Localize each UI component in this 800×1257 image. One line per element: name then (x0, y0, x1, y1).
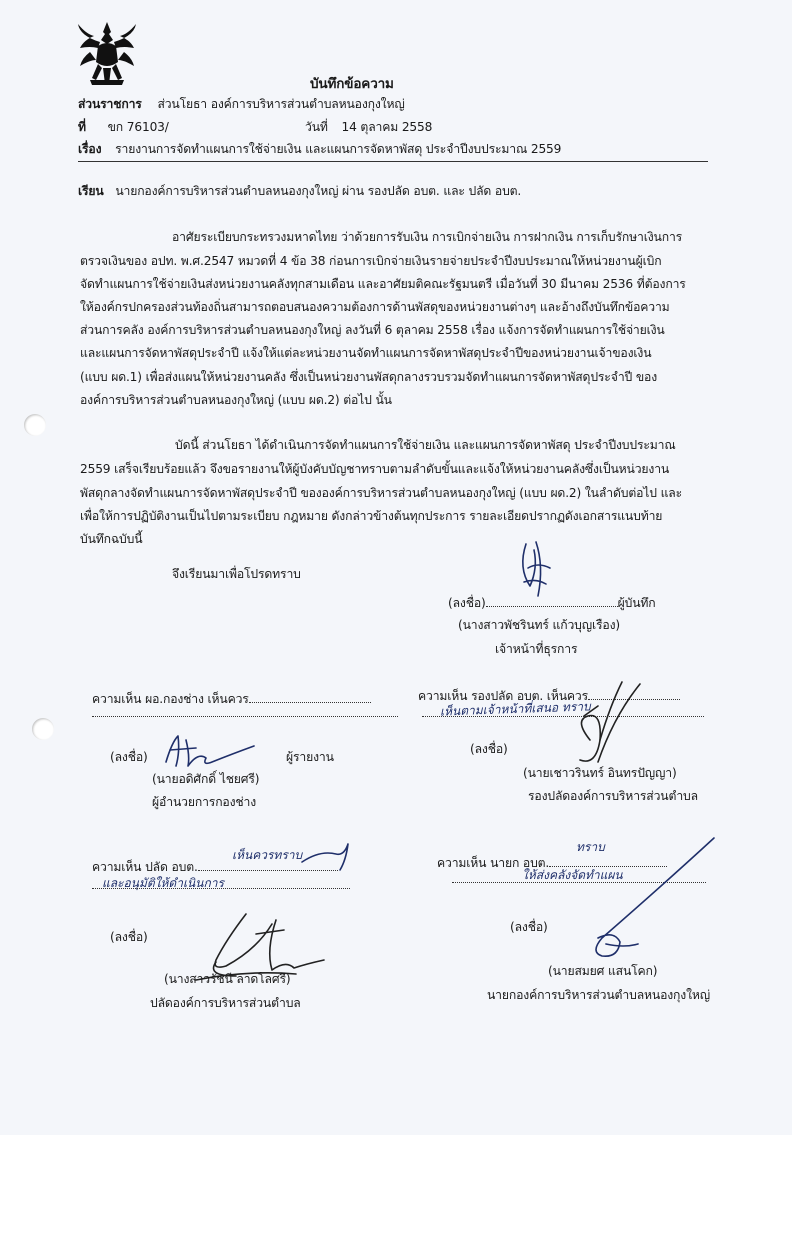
recorder-signature (508, 538, 558, 602)
para1-line-1: อาศัยระเบียบกระทรวงมหาดไทย ว่าด้วยการรับเงิน การเบิกจ่ายเงิน การฝากเงิน การเก็บรักษาเงินการ (172, 230, 683, 244)
subject-value: รายงานการจัดทำแผนการใช้จ่ายเงิน และแผนการจัดหาพัสดุ ประจำปีงบประมาณ 2559 (115, 142, 562, 156)
engineer-sign-label: (ลงชื่อ) (110, 750, 148, 764)
mayor-sign-label: (ลงชื่อ) (510, 920, 548, 934)
mayor-opinion-label: ความเห็น นายก อบต. (437, 856, 550, 870)
ref-value: ขก 76103/ (107, 120, 169, 134)
engineer-signature (162, 732, 258, 772)
para1-line-4: ให้องค์กรปกครองส่วนท้องถิ่นสามารถตอบสนองความต้องการด้านพัสดุของหน่วยงานต่างๆ และอ้างถึงบันทึกข้อความ (80, 300, 670, 314)
engineer-name: (นายอดิศักดิ์ ไชยศรี) (152, 772, 260, 786)
to-row (78, 182, 521, 201)
closing-text: จึงเรียนมาเพื่อโปรดทราบ (172, 567, 301, 581)
clerk-handwritten-note-1: เห็นควรทราบ (232, 848, 303, 862)
ref-label: ที่ (78, 120, 86, 134)
deputy-signature (570, 676, 650, 776)
subject-row (78, 140, 561, 159)
punch-hole-top (24, 414, 46, 436)
clerk-name: (นางสาวรัชนี ลาดโลศรี) (164, 972, 291, 986)
para1-line-3: จัดทำแผนการใช้จ่ายเงินส่งหน่วยงานคลังทุกสามเดือน และอาศัยมติคณะรัฐมนตรี เมื่อวันที่ 30 มีนาคม 2536 ที่ต้องการ (80, 277, 686, 291)
engineer-opinion-line (249, 702, 371, 703)
clerk-opinion-line-2 (92, 888, 350, 889)
para2-line-4: เพื่อให้การปฏิบัติงานเป็นไปตามระเบียบ กฎหมาย ดังกล่าวข้างต้นทุกประการ รายละเอียดปรากฏดังเอกสารแนบท้าย (80, 509, 663, 523)
date-row (305, 118, 432, 137)
deputy-opinion-line-2 (422, 716, 704, 717)
header-divider (78, 161, 708, 162)
engineer-opinion-line-2 (92, 716, 398, 717)
clerk-opinion-label: ความเห็น ปลัด อบต. (92, 860, 198, 874)
recorder-sign-row (448, 594, 656, 613)
para1-line-5: ส่วนการคลัง องค์การบริหารส่วนตำบลหนองกุงใหญ่ ลงวันที่ 6 ตุลาคม 2558 เรื่อง แจ้งการจัดทำแผนการใช้จ่ายเงิน (80, 323, 665, 337)
para2-line-5: บันทึกฉบับนี้ (80, 532, 143, 546)
memo-title: บันทึกข้อความ (310, 76, 394, 92)
mayor-handwritten-note-1: ทราบ (576, 840, 605, 854)
department-row (78, 95, 405, 114)
recorder-sign-line (486, 606, 618, 607)
para1-line-7: (แบบ ผด.1) เพื่อส่งแผนให้หน่วยงานคลัง ซึ่งเป็นหน่วยงานพัสดุกลางรวบรวมจัดทำแผนการจัดหาพัสดุประจำปี ของ (80, 370, 657, 384)
date-label: วันที่ (305, 120, 328, 134)
deputy-sign-label: (ลงชื่อ) (470, 742, 508, 756)
clerk-sign-label: (ลงชื่อ) (110, 930, 148, 944)
clerk-position: ปลัดองค์การบริหารส่วนตำบล (150, 996, 301, 1010)
para2-line-1: บัดนี้ ส่วนโยธา ได้ดำเนินการจัดทำแผนการใช้จ่ายเงิน และแผนการจัดหาพัสดุ ประจำปีงบประมาณ (175, 438, 676, 452)
clerk-note-flourish (300, 840, 356, 872)
recorder-position: เจ้าหน้าที่ธุรการ (495, 642, 578, 656)
date-value: 14 ตุลาคม 2558 (341, 120, 433, 134)
deputy-name: (นายเชาวรินทร์ อินทรปัญญา) (523, 766, 677, 780)
para1-line-8: องค์การบริหารส่วนตำบลหนองกุงใหญ่ (แบบ ผด.2) ต่อไป นั้น (80, 393, 392, 407)
mayor-name: (นายสมยศ แสนโคก) (548, 964, 658, 978)
ref-row (78, 118, 169, 137)
to-value: นายกองค์การบริหารส่วนตำบลหนองกุงใหญ่ ผ่าน รองปลัด อบต. และ ปลัด อบต. (115, 184, 522, 198)
garuda-emblem-icon (76, 18, 138, 88)
recorder-sign-label: (ลงชื่อ) (448, 596, 486, 610)
mayor-handwritten-note-2: ให้ส่งคลังจัดทำแผน (522, 868, 623, 882)
para1-line-2: ตรวจเงินของ อปท. พ.ศ.2547 หมวดที่ 4 ข้อ 38 ก่อนการเบิกจ่ายเงินรายจ่ายประจำปีงบประมาณให้หน่วยงานผู้เบิก (80, 254, 662, 268)
department-label: ส่วนราชการ (78, 97, 142, 111)
deputy-opinion-label: ความเห็น รองปลัด อบต. เห็นควร (418, 689, 588, 703)
deputy-handwritten-note: เห็นตามเจ้าหน้าที่เสนอ ทราบ (439, 699, 591, 719)
clerk-handwritten-note-2: และอนุมัติให้ดำเนินการ (102, 876, 224, 890)
recorder-name: (นางสาวพัชรินทร์ แก้วบุญเรือง) (458, 618, 620, 632)
engineer-role: ผู้รายงาน (286, 750, 334, 764)
mayor-position: นายกองค์การบริหารส่วนตำบลหนองกุงใหญ่ (487, 988, 711, 1002)
recorder-role: ผู้บันทึก (617, 596, 656, 610)
para1-line-6: และแผนการจัดหาพัสดุประจำปี แจ้งให้แต่ละหน่วยงานจัดทำแผนการจัดหาพัสดุประจำปีของหน่วยงานเจ้าของเงิน (80, 346, 652, 360)
engineer-opinion-label: ความเห็น ผอ.กองช่าง เห็นควร (92, 692, 249, 706)
engineer-position: ผู้อำนวยการกองช่าง (152, 795, 257, 809)
to-label: เรียน (78, 184, 104, 198)
engineer-opinion-row (92, 690, 371, 709)
para2-line-3: พัสดุกลางจัดทำแผนการจัดหาพัสดุประจำปี ขององค์การบริหารส่วนตำบลหนองกุงใหญ่ (แบบ ผด.2) ในลำดับต่อไป และ (80, 486, 682, 500)
deputy-position: รองปลัดองค์การบริหารส่วนตำบล (528, 789, 698, 803)
para2-line-2: 2559 เสร็จเรียบร้อยแล้ว จึงขอรายงานให้ผู้บังคับบัญชาทราบตามลำดับขั้นและแจ้งให้หน่วยงานคลังซึ่งเป็นหน่วยงาน (80, 462, 670, 476)
department-value: ส่วนโยธา องค์การบริหารส่วนตำบลหนองกุงใหญ่ (157, 97, 405, 111)
mayor-signature (584, 834, 724, 964)
punch-hole-bottom (32, 718, 54, 740)
subject-label: เรื่อง (78, 142, 102, 156)
